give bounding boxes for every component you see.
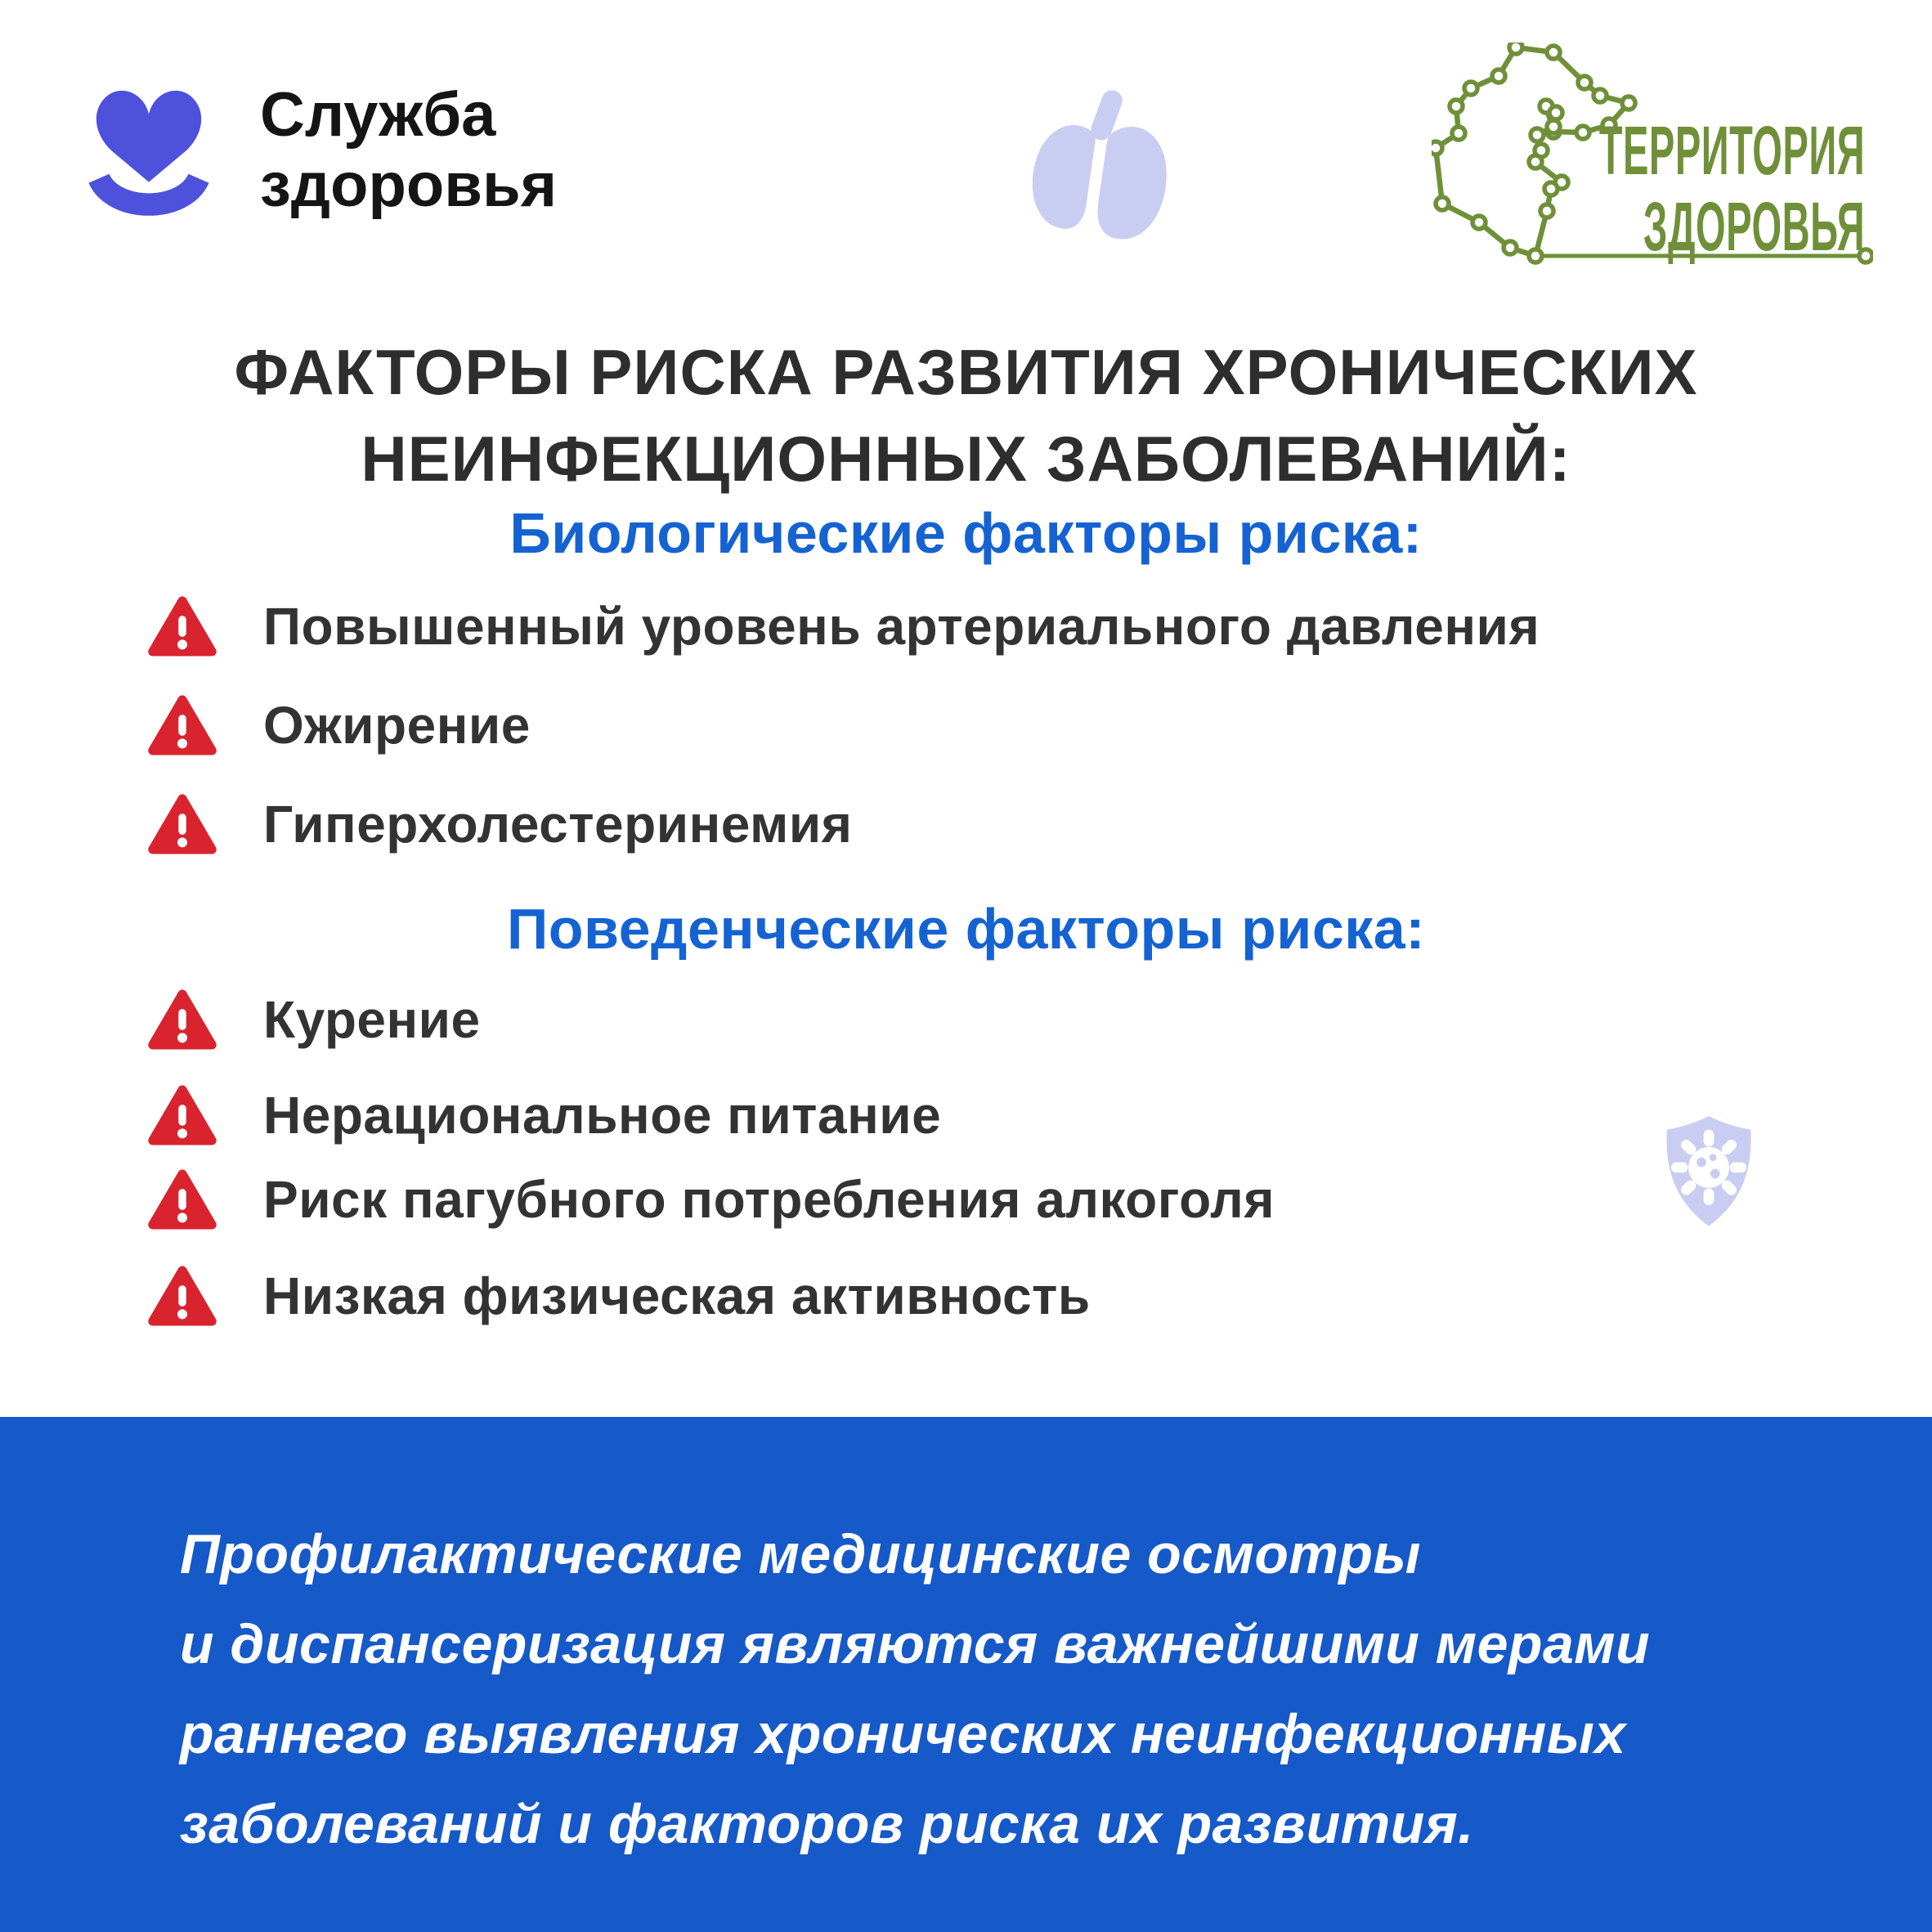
item-label: Повышенный уровень артериального давления [263, 597, 1540, 656]
footer-line: заболеваний и факторов риска их развития. [180, 1793, 1474, 1855]
item-label: Гиперхолестеринемия [263, 795, 853, 854]
item-label: Нерациональное питание [263, 1086, 942, 1145]
item-label: Курение [263, 990, 481, 1049]
page-title-line2: НЕИНФЕКЦИОННЫХ ЗАБОЛЕВАНИЙ: [361, 423, 1571, 495]
shield-virus-icon [1656, 1112, 1761, 1231]
item-label: Ожирение [263, 696, 531, 755]
section-heading-behavioral: Поведенческие факторы риска: [506, 897, 1426, 961]
footer-line: и диспансеризация являются важнейшими мерами [180, 1613, 1651, 1675]
warning-triangle-icon [147, 693, 217, 758]
item-label: Низкая физическая активность [263, 1266, 1091, 1325]
list-item [147, 693, 531, 758]
list-item [147, 1167, 1275, 1232]
brand-name [260, 80, 557, 221]
brand-name-line1: Служба [260, 80, 496, 150]
page-title-line1: ФАКТОРЫ РИСКА РАЗВИТИЯ ХРОНИЧЕСКИХ [234, 336, 1698, 408]
warning-triangle-icon [147, 987, 217, 1052]
footer-line: раннего выявления хронических неинфекционных [180, 1703, 1626, 1765]
warning-triangle-icon [147, 1263, 217, 1329]
heart-smile-icon [80, 75, 217, 222]
list-item [147, 987, 481, 1052]
warning-triangle-icon [147, 791, 217, 857]
section-heading-biological: Биологические факторы риска: [509, 501, 1423, 565]
footer-text [180, 1509, 1856, 1869]
list-item [147, 1263, 1091, 1329]
list-item [147, 791, 853, 857]
partner-name-line2: ЗДОРОВЬЯ [1643, 188, 1865, 265]
brand-name-line2: здоровья [260, 150, 558, 220]
partner-name-line1: ТЕРРИТОРИЯ [1598, 112, 1865, 189]
item-label: Риск пагубного потребления алкоголя [263, 1170, 1275, 1229]
warning-triangle-icon [147, 1083, 217, 1148]
partner-name [1599, 113, 1865, 265]
page-title [0, 329, 1932, 502]
footer-line: Профилактические медицинские осмотры [180, 1523, 1421, 1585]
list-item [147, 1083, 941, 1148]
lungs-icon [1011, 74, 1188, 257]
warning-triangle-icon [147, 1167, 217, 1232]
warning-triangle-icon [147, 594, 217, 659]
list-item [147, 594, 1540, 659]
